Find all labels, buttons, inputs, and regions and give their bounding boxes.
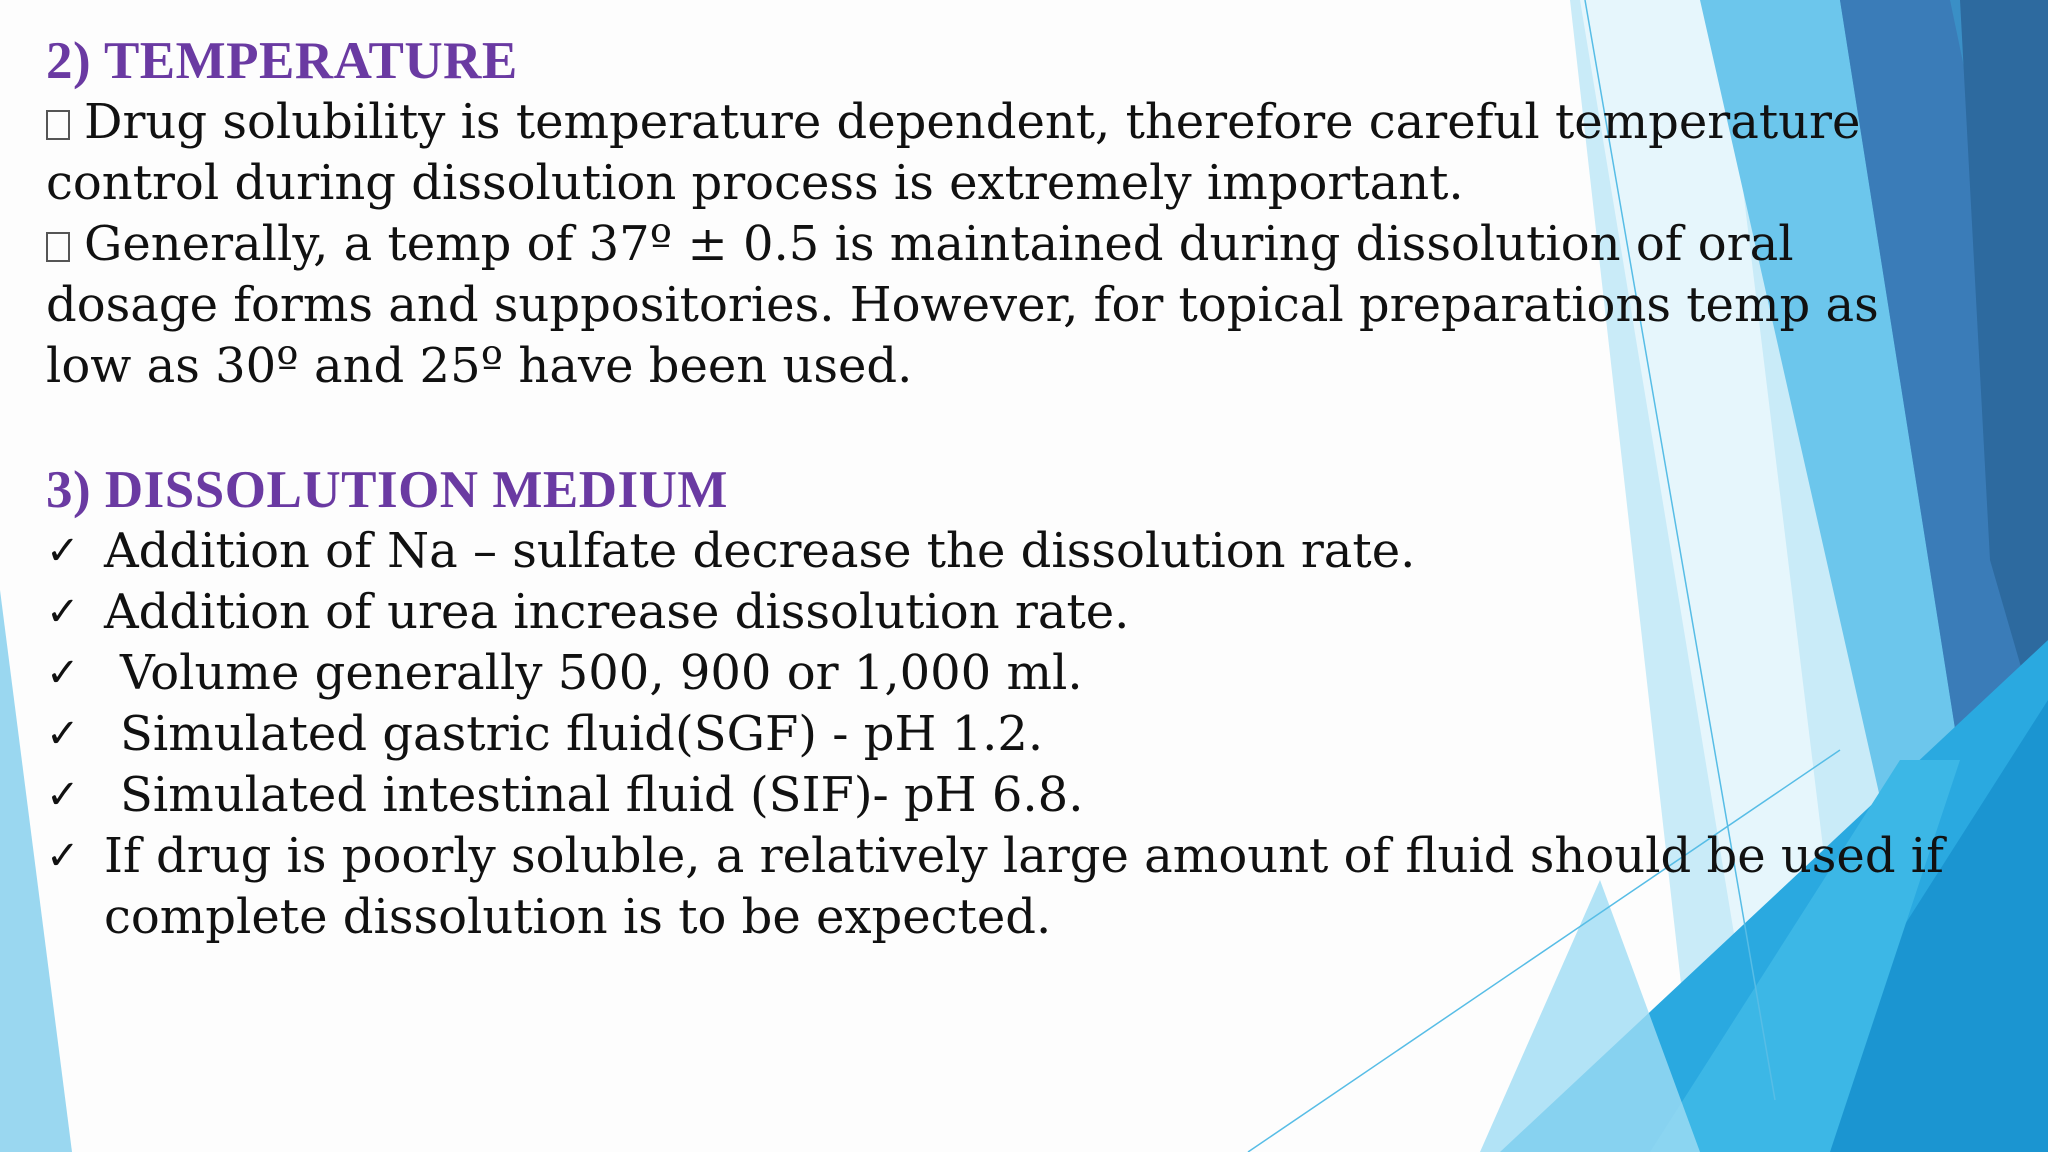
check-list-item: ✓ Simulated intestinal fluid (SIF)- pH 6.8.	[46, 765, 1946, 826]
check-icon: ✓	[46, 772, 80, 818]
check-list-item: ✓ Addition of urea increase dissolution rate.	[46, 582, 1946, 643]
section-spacer	[46, 397, 1946, 459]
check-list-item: ✓ If drug is poorly soluble, a relatively large amount of fluid should be used if complete dissolution is to be expected.	[46, 828, 1944, 945]
check-list	[46, 521, 1946, 948]
check-list-item: ✓ Simulated gastric fluid(SGF) - pH 1.2.	[46, 704, 1946, 765]
bullet-box-icon	[46, 232, 70, 262]
check-icon: ✓	[46, 650, 80, 696]
bullet-paragraph: Generally, a temp of 37º ± 0.5 is maintained during dissolution of oral dosage forms and suppositories. However, for topical preparations temp as low as 30º and 25º have been used.	[46, 216, 1879, 394]
slide-content	[46, 30, 1946, 948]
check-icon: ✓	[46, 833, 80, 879]
check-icon: ✓	[46, 711, 80, 757]
check-icon: ✓	[46, 528, 80, 574]
bullet-paragraph: Drug solubility is temperature dependent, therefore careful temperature control during dissolution process is extremely important.	[46, 94, 1861, 211]
check-list-item: ✓ Volume generally 500, 900 or 1,000 ml.	[46, 643, 1946, 704]
check-list-item: ✓ Addition of Na – sulfate decrease the dissolution rate.	[46, 521, 1946, 582]
section-heading-dissolution-medium: 3) DISSOLUTION MEDIUM	[46, 461, 728, 519]
section-heading-temperature: 2) TEMPERATURE	[46, 32, 518, 90]
check-icon: ✓	[46, 589, 80, 635]
bullet-box-icon	[46, 110, 70, 140]
